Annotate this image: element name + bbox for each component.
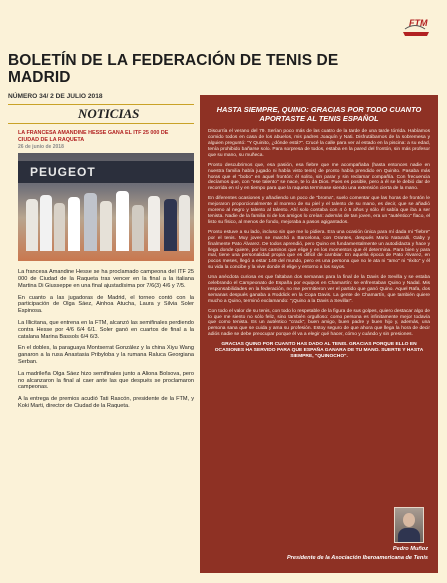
news-date: 26 de junio de 2018 (18, 144, 64, 151)
photo-banner-text: PEUGEOT (30, 165, 96, 180)
tribute-panel (200, 95, 438, 573)
tribute-paragraph: En diferentes ocasiones y añadiendo un poco de "broma", suelo comentar que las horas de frontón le mejoraron proporcionalmente al moreno de su piel y el talento de su mano, es decir, que se añadió moreno al negro y talento al talento. Ahí solo contaba con 4 ó 5 años y sólo él sabía que iba a ser tenista. Nadie de la familia ni de los amigos lo creían: además de tan joven, era un "auténtico" flaco, el listo su físico, al menos de fondo, mejoraba a pasos agigantados. (208, 196, 430, 225)
author-role: Presidente de la Asociación Iberoamericana de Tenis (286, 555, 428, 561)
news-paragraph: En cuanto a las jugadoras de Madrid, el torneo contó con la participación de Olga Sáez, Ainhoa Atucha, Laura y Silvia Soler Espinosa. (18, 294, 194, 315)
tribute-paragraph: Pronto descubrimos que, esa pasión, esa fiebre que me acompañaba (hasta entonces nadie en nuestra familia había jugado ni había visto tenis) de pronto había prendido en Quinito. Pasaba más horas que el "bobo" en aquel frontón: él solito, sin parar y sin reclamar compañía. Con frecuencia decíamos que, con "ese talento" se nace, te lo da Dios. Pues es posible, pero a él se le debió dar de recorrida en sí y en tiempo para que la raqueta terminase siendo una extensión cierta de la mano. (208, 162, 430, 192)
tribute-paragraph: Discurría el verano del 79. Serían poco más de las cuatro de la tarde de una tarde tórrida. Habíamos comido todos en casa de los abuelos, mis padres Joaquín y Nati. Disfrutábamos de la sobremesa y alguien preguntó: "Y Quinito, ¿dónde está?". Crucé la calle para ver al estado en la piscina: a su edad, tenía prohibido bañarse solo. Para sorpresa de todos, estaba en la pared del frontón, sin más profesor que su mano, su muñeca. (208, 129, 430, 158)
tribute-paragraph: Pronto estuve a su lado, incluso sin que me lo pidiera. Era una ocasión única para mí dada mi "fiebre" por el tenis. Muy joven se marchó a Barcelona, con Orantes, después Mario Naturalli, Gaby y finalmente Pato Álvarez. De todos aprendió, pero Quino es fundamentalmente un autodidacta y hace y llega donde quiere, por los caminos que elige y en los momentos que él determina. Para bien y para mal, tiene una personalidad propia que es difícil de cambiar. En aquella época de Pato Álvarez, en pocos meses, llegó a estar 149 del mundo, pero es una persona que no le ata ni "amo" ni "éxito" y él su vida la concibe y la vive donde él elige y entorno a los suyos. (208, 229, 430, 271)
ftm-logo-icon (395, 8, 435, 48)
logo-text: FTM (409, 18, 428, 28)
news-headline: LA FRANCESA AMANDINE HESSE GANA EL ITF 25 000 DE CIUDAD DE LA RAQUETA (18, 130, 169, 143)
news-paragraph: La Illicitana, que entrena en la FTM, alcanzó las semifinales perdiendo contra Hesse por 4/6 6/4 6/1. Soler ganó en cuartos de final a la catalana Marina Bassols 6/4 6/3. (18, 319, 194, 340)
news-body (18, 269, 194, 410)
photo-banner (18, 161, 194, 183)
author-photo (394, 507, 424, 543)
news-photo (18, 153, 194, 261)
tribute-paragraph: Una anécdota curiosa es que faltaban dos semanas para la final de la Davis de Sevilla y se estaba celebrando el Campeonato de España por equipos en Chamartín: se enfrentaban Quino y Nadal. Mis responsabilidades en la federación, no me permitieron ver el partido que ganó Quino. Aquel Rafa, dos semanas después ganaba a Roddick en la Copa Davis. La gente de Chamartín, que también quiere mucho a Quino, terminó exclamando: "¡Quino a la Davis a Sevilla!". (208, 275, 430, 304)
news-paragraph: A la entrega de premios acudió Tati Rascón, presidente de la FTM, y Koki Marti, director de Ciudad de la Raqueta. (18, 396, 194, 409)
news-column (8, 104, 194, 415)
bulletin-title: BOLETÍN DE LA FEDERACIÓN DE TENIS DE MADRID (8, 52, 339, 86)
tribute-title: HASTA SIEMPRE, QUINO: GRACIAS POR TODO CUANTO APORTASTE AL TENIS ESPAÑOL (216, 105, 422, 123)
news-paragraph: La madrileña Olga Sáez hizo semifinales junto a Aliona Bolsova, pero no alcanzaron la final al caer ante las que después se proclamaron campeonas. (18, 370, 194, 391)
section-header (8, 104, 194, 124)
issue-line: NÚMERO 34/ 2 DE JULIO 2018 (8, 93, 103, 100)
section-title: NOTICIAS (78, 106, 140, 121)
news-paragraph: En el dobles, la paraguaya Montserrat González y la china Xiyu Wang ganaron a la rusa Anastasia Pribyloba y la rumana Raluca Georgiana Serban. (18, 345, 194, 365)
author-name: Pedro Muñoz (392, 546, 428, 552)
tribute-closing: GRACIAS QUINO POR CUANTO HAS DADO AL TENIS. GRACIAS PORQUE ELLO EN OCASIONES HA SERVIDO PARA QUE ESPAÑA GANARA DE TU MANO. SUERTE Y HASTA SIEMPRE, "QUINOCHO". (214, 342, 424, 360)
tribute-body (208, 129, 430, 338)
tribute-paragraph: Con todo el valor de su tenis, con todo lo respetable de la figura de sus golpes, quiero destacar algo de lo que me siento no sólo feliz, sino también orgulloso: como persona es infinitamente mejor todavía que como tenista. Es un auténtico "crack", buen amigo, buen padre y buen hijo y, además, una persona sana que se cuida y ama su profesión. Estoy seguro de que ahora que llega la hora de decir adiós nadie se debe preocupar porque él va a elegir qué hacer, cómo y cuándo y sin presiones. (208, 308, 430, 338)
news-paragraph: La francesa Amandine Hesse se ha proclamado campeona del ITF 25 000 de Ciudad de la Raqueta tras vencer en la final a la italiana Martina Di Giusseppe en una final ajustadísima por 7/6(3) 4/6 y 7/5. (18, 269, 194, 289)
